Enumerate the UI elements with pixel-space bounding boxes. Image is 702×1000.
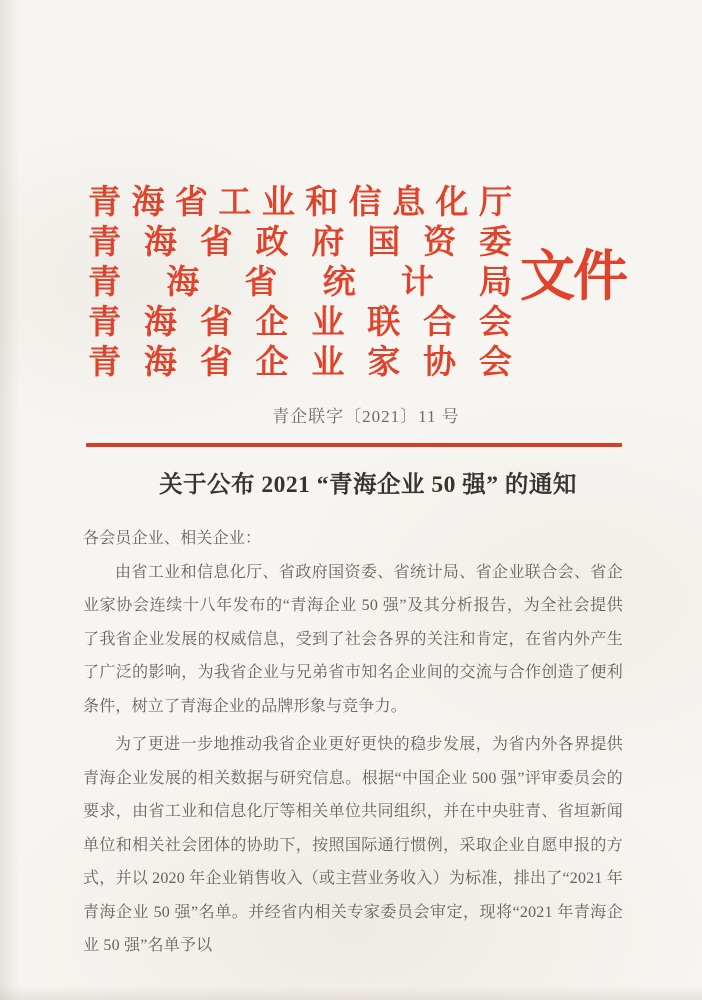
letterhead-org-line-4: 青 海 省 企 业 联 合 会 [88, 304, 512, 341]
letterhead [88, 179, 512, 379]
letterhead-org-line-5: 青 海 省 企 业 家 协 会 [88, 344, 512, 381]
body-paragraph-1: 由省工业和信息化厅、省政府国资委、省统计局、省企业联合会、省企业家协会连续十八年发布的“青海企业 50 强”及其分析报告，为全社会提供了我省企业发展的权威信息，受到了社会各界的关注和肯定，在省内外产生了广泛的影响，为我省企业与兄弟省市知名企业间的交流与合作创造了便利条件，树立了青海企业的品牌形象与竞争力。 [83, 563, 623, 715]
document-title: 关于公布 2021 “青海企业 50 强” 的通知 [159, 472, 577, 498]
letterhead-org-line-1: 青 海 省 工 业 和 信 息 化 厅 [88, 184, 512, 221]
document-number: 青企联字〔2021〕11 号 [272, 407, 460, 426]
body-paragraph-2: 为了更进一步地推动我省企业更好更快的稳步发展，为省内外各界提供青海企业发展的相关数据与研究信息。根据“中国企业 500 强”评审委员会的要求，由省工业和信息化厅等相关单位共同组织，并在中央驻青、省垣新闻单位和相关社会团体的协助下，按照国际通行惯例，采取企业自愿申报的方式，并以 2020 年企业销售收入（或主营业务收入）为标准，排出了“2021 年青海企业 50 强”名单。并经省内相关专家委员会审定，现将“2021 年青海企业 50 强”名单予以 [83, 736, 623, 954]
letterhead-wenjian-label: 文件 [520, 246, 627, 307]
salutation-line: 各会员企业、相关企业： [83, 530, 262, 547]
document-body [83, 522, 623, 963]
red-divider-line [86, 443, 622, 447]
letterhead-org-line-2: 青 海 省 政 府 国 资 委 [88, 224, 512, 261]
letterhead-org-line-3: 青 海 省 统 计 局 [88, 264, 512, 301]
